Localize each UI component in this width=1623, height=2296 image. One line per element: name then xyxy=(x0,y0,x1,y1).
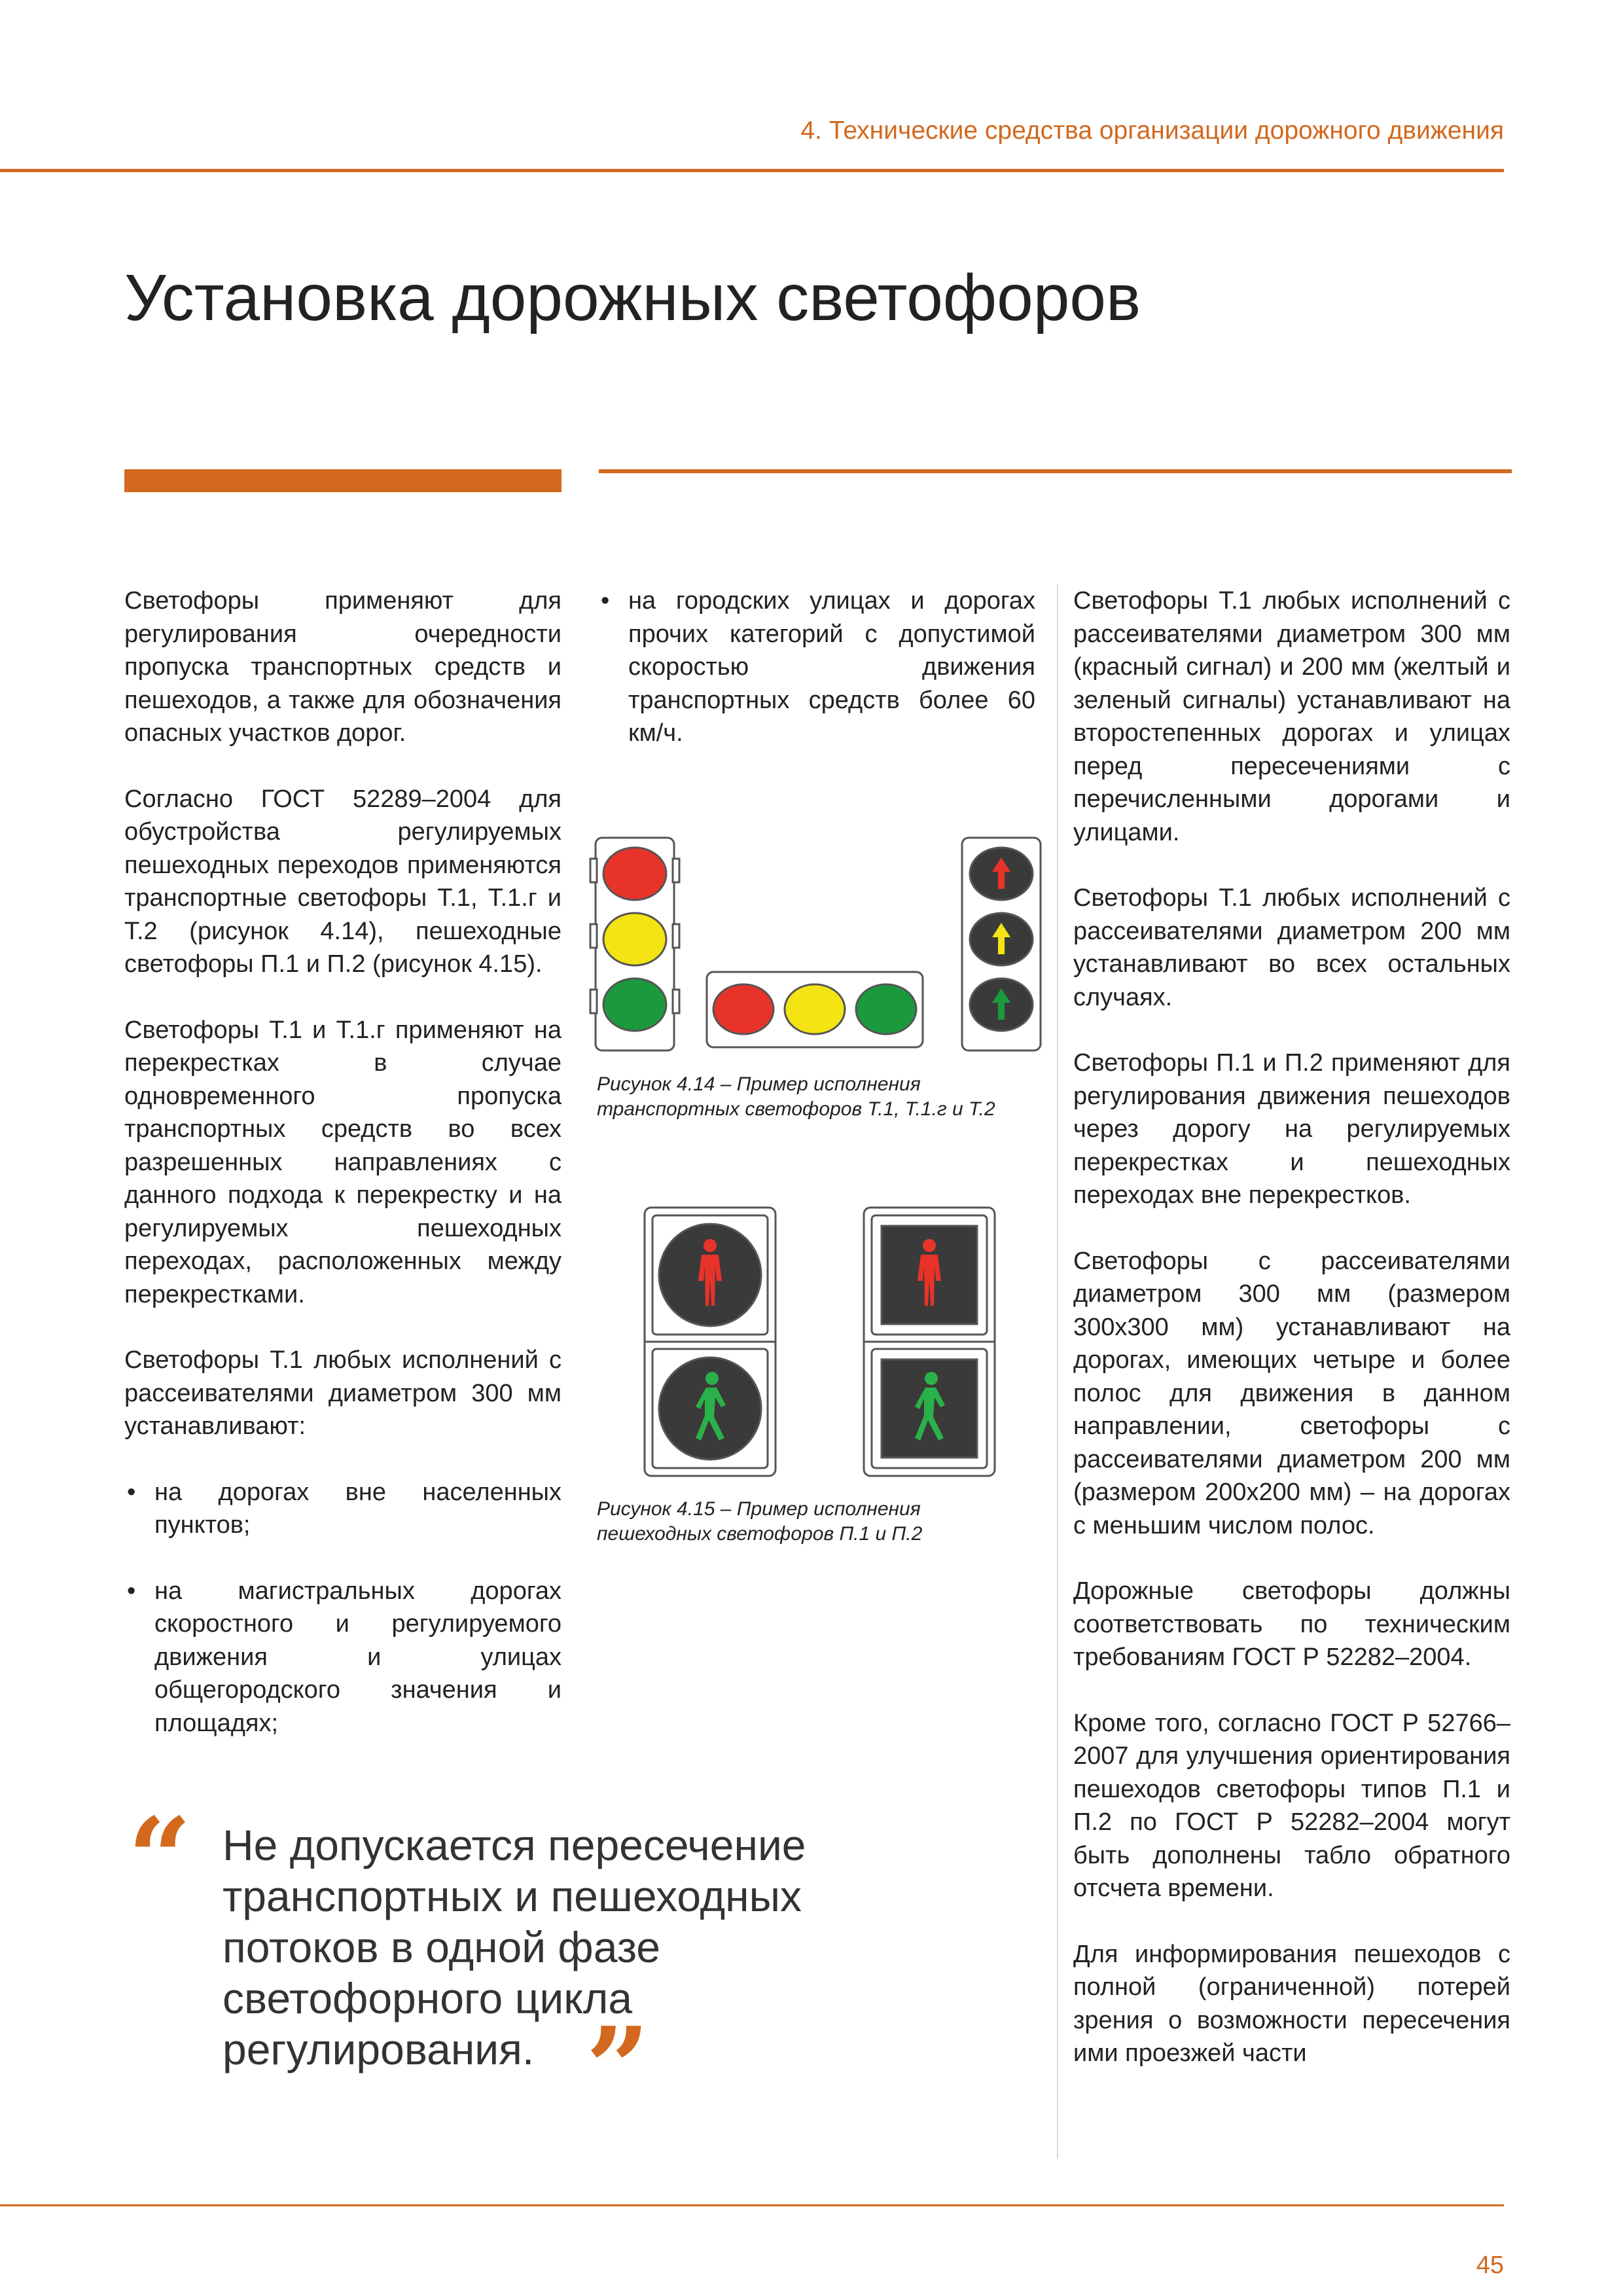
caption-line: Рисунок 4.14 – Пример исполнения xyxy=(597,1073,921,1095)
figure-4-15-pedestrian-lights xyxy=(638,1201,1005,1482)
list-item-text: на дорогах вне населенных пунктов; xyxy=(154,1478,562,1539)
paragraph: Для информирования пешеходов с полной (ограниченной) потерей зрения о возможности пересечения ими проезжей части xyxy=(1073,1940,1510,2067)
caption-line: транспортных светофоров Т.1, Т.1.г и Т.2 xyxy=(597,1098,995,1120)
bullet-list xyxy=(598,584,1035,750)
page-title: Установка дорожных светофоров xyxy=(124,261,1141,334)
page-number: 45 xyxy=(1476,2251,1504,2279)
traffic-light-t1-icon xyxy=(590,838,679,1050)
list-item-text: на магистральных дорогах скоростного и регулируемого движения и улицах общегородского значения и площадях; xyxy=(154,1577,562,1737)
title-accent-line xyxy=(599,469,1512,473)
column-middle xyxy=(598,584,1035,783)
figure-4-14-caption xyxy=(597,1072,1042,1122)
bullet-list xyxy=(124,1476,562,1740)
column-divider xyxy=(1057,584,1058,2159)
pull-quote-text: Не допускается пересечение транспортных и пешеходных потоков в одной фазе светофорного цикла регулирования. xyxy=(223,1821,806,2073)
header-rule xyxy=(0,169,1504,172)
pedestrian-light-p2-icon xyxy=(864,1208,995,1476)
paragraph: Светофоры П.1 и П.2 применяют для регулирования движения пешеходов через дорогу на регулируемых перекрестках и пешеходных переходах вне перекрестков. xyxy=(1073,1049,1510,1209)
traffic-light-t2-icon xyxy=(962,838,1041,1050)
bullet-icon: • xyxy=(601,587,610,615)
figure-4-14-transport-lights xyxy=(589,831,1047,1067)
paragraph: Светофоры Т.1 любых исполнений с рассеивателями диаметром 300 мм устанавливают: xyxy=(124,1346,562,1440)
title-accent-bar xyxy=(124,469,562,492)
figure-4-15-caption xyxy=(597,1497,1042,1547)
list-item xyxy=(124,1476,562,1542)
paragraph: Дорожные светофоры должны соответствовать по техническим требованиям ГОСТ Р 52282–2004. xyxy=(1073,1577,1510,1671)
paragraph: Светофоры применяют для регулирования очередности пропуска транспортных средств и пешеходов, а также для обозначения опасных участков дорог. xyxy=(124,587,562,747)
close-quote-icon: ” xyxy=(586,2003,650,2134)
pedestrian-light-p1-icon xyxy=(645,1208,776,1476)
traffic-light-t1g-icon xyxy=(707,972,923,1047)
section-header: 4. Технические средства организации дорожного движения xyxy=(800,117,1504,145)
column-left xyxy=(124,584,562,1772)
paragraph: Светофоры Т.1 любых исполнений с рассеивателями диаметром 200 мм устанавливают во всех остальных случаях. xyxy=(1073,884,1510,1011)
paragraph: Светофоры с рассеивателями диаметром 300 мм (размером 300x300 мм) устанавливают на дорогах, имеющих четыре и более полос для движения в данном направлении, светофоры с рассеивателями диаметром 200 мм (размером 200x200 мм) – на дорогах с меньшим числом полос. xyxy=(1073,1247,1510,1539)
bullet-icon: • xyxy=(127,1478,136,1506)
paragraph: Светофоры Т.1 любых исполнений с рассеивателями диаметром 300 мм (красный сигнал) и 200 мм (желтый и зеленый сигналы) устанавливают на второстепенных дорогах и улицах перед пересечениями с перечисленными дорогами и улицами. xyxy=(1073,587,1510,846)
paragraph: Согласно ГОСТ 52289–2004 для обустройства регулируемых пешеходных переходов применяются транспортные светофоры Т.1, Т.1.г и Т.2 (рисунок 4.14), пешеходные светофоры П.1 и П.2 (рисунок 4.15). xyxy=(124,785,562,978)
paragraph: Светофоры Т.1 и Т.1.г применяют на перекрестках в случае одновременного пропуска транспортных средств во всех разрешенных направлениях с данного подхода к перекрестку и на регулируемых пешеходных переходах, расположенных между перекрестками. xyxy=(124,1016,562,1308)
bullet-icon: • xyxy=(127,1577,136,1605)
caption-line: Рисунок 4.15 – Пример исполнения xyxy=(597,1498,921,1520)
column-right xyxy=(1073,584,1510,2103)
caption-line: пешеходных светофоров П.1 и П.2 xyxy=(597,1523,923,1545)
list-item-text: на городских улицах и дорогах прочих категорий с допустимой скоростью движения транспортных средств более 60 км/ч. xyxy=(628,587,1035,747)
list-item xyxy=(598,584,1035,750)
open-quote-icon: “ xyxy=(128,1793,192,1924)
list-item xyxy=(124,1575,562,1740)
paragraph: Кроме того, согласно ГОСТ Р 52766–2007 для улучшения ориентирования пешеходов светофоры типов П.1 и П.2 по ГОСТ Р 52282–2004 могут быть дополнены табло обратного отсчета времени. xyxy=(1073,1709,1510,1902)
footer-rule xyxy=(0,2204,1504,2206)
